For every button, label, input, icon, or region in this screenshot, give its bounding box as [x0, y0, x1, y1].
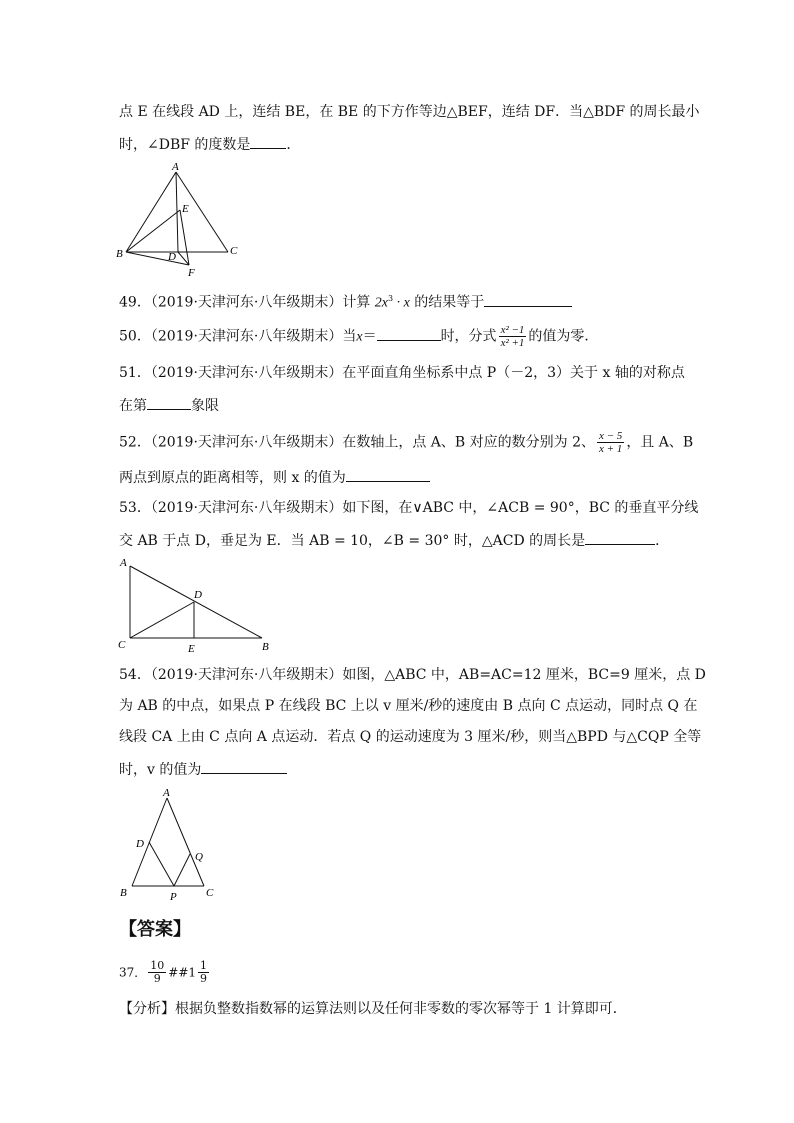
- answer-heading: 【答案】: [119, 919, 191, 940]
- p48-line1: 点 E 在线段 AD 上，连结 BE，在 BE 的下方作等边△BEF，连结 DF．当△BDF 的周长最小: [119, 104, 700, 120]
- p52-line1: [119, 430, 693, 455]
- label-a: A: [172, 161, 179, 173]
- answer-37-num2: 1: [200, 959, 208, 972]
- answer-37-den: 9: [153, 972, 161, 985]
- answer-blank: [250, 134, 286, 149]
- answer-blank: [484, 292, 572, 307]
- p50-den: x² +1: [500, 337, 525, 349]
- p53-line1: 53．（2019·天津河东·八年级期末）如下图，在∨ABC 中，∠ACB = 90°，BC 的垂直平分线: [119, 500, 699, 516]
- p48-end: ．: [286, 137, 301, 153]
- label-b: B: [116, 248, 123, 260]
- label-a: A: [163, 787, 170, 799]
- p50: [119, 324, 598, 349]
- p52-prefix: 52．（2019·天津河东·八年级期末）在数轴上，点 A、B 对应的数分别为 2、: [119, 434, 595, 451]
- p50-fraction: [499, 324, 527, 349]
- figure-53: [112, 556, 282, 656]
- p49-expr-b: · x: [393, 295, 410, 311]
- p51-end: 象限: [191, 398, 219, 414]
- p49-expr: 2x: [374, 295, 389, 311]
- p51-line2: [119, 395, 219, 415]
- p52-text: 两点到原点的距离相等，则 x 的值为: [119, 470, 346, 486]
- answer-37-prefix: 37．: [119, 965, 147, 980]
- p50-prefix: 50．（2019·天津河东·八年级期末）当: [119, 328, 357, 345]
- p48-text: 时，∠DBF 的度数是: [119, 137, 251, 153]
- label-b: B: [120, 887, 127, 899]
- answer-37-den2: 9: [200, 972, 208, 985]
- p53-text: 交 AB 于点 D，垂足为 E．当 AB = 10，∠B = 30° 时，△ACD 的周长是: [119, 533, 586, 549]
- p52-num: x − 5: [599, 430, 623, 442]
- p52-line2: [119, 467, 430, 487]
- p50-after: 时，分式: [440, 328, 497, 345]
- p49: [119, 290, 572, 313]
- answer-37: [119, 960, 211, 985]
- p48-line2: [119, 134, 300, 154]
- answer-blank: [201, 759, 287, 774]
- answer-37-num: 10: [150, 959, 165, 972]
- p50-var: x: [356, 329, 363, 345]
- p54-line1: 54．（2019·天津河东·八年级期末）如图，△ABC 中，AB=AC=12 厘米，BC=9 厘米，点 D: [119, 667, 706, 683]
- answer-blank: [377, 326, 441, 341]
- p53-line2: [119, 530, 669, 550]
- answer-37-fraction2: [198, 960, 209, 985]
- p53-end: ．: [655, 533, 670, 549]
- label-q: Q: [195, 851, 203, 863]
- answer-blank: [346, 467, 430, 482]
- p54-line3: 线段 CA 上由 C 点向 A 点运动．若点 Q 的运动速度为 3 厘米/秒，则当△BPD 与△CQP 全等: [119, 729, 702, 745]
- label-b: B: [262, 641, 269, 653]
- figure-48: [112, 160, 252, 280]
- label-p: P: [170, 891, 177, 903]
- answer-37-mid: ##1: [168, 965, 197, 980]
- label-d: D: [168, 251, 176, 263]
- p54-text: 时，v 的值为: [119, 762, 202, 778]
- figure-54: [112, 784, 232, 904]
- p50-num: x² −1: [500, 324, 525, 336]
- label-e: E: [188, 643, 195, 655]
- answer-blank: [147, 395, 191, 410]
- label-d: D: [136, 838, 144, 850]
- p54-line2: 为 AB 的中点，如果点 P 在线段 BC 上以 v 厘米/秒的速度由 B 点向 C 点运动，同时点 Q 在: [119, 698, 698, 714]
- p54-line4: [119, 759, 287, 779]
- label-c: C: [206, 887, 214, 899]
- label-c: C: [230, 245, 238, 257]
- p51-line1: 51．（2019·天津河东·八年级期末）在平面直角坐标系中点 P（－2，3）关于 x 轴的对称点: [119, 365, 685, 381]
- p52-den: x + 1: [599, 443, 623, 455]
- p52-fraction: [597, 430, 624, 455]
- p52-suffix: ，且 A、B: [626, 434, 694, 451]
- label-a: A: [120, 557, 127, 569]
- answer-blank: [585, 530, 655, 545]
- label-f: F: [188, 267, 195, 279]
- label-c: C: [118, 639, 126, 651]
- p49-prefix: 49．（2019·天津河东·八年级期末）计算: [119, 294, 371, 311]
- p49-suffix: 的结果等于: [414, 294, 485, 311]
- label-e: E: [182, 203, 189, 215]
- p50-mid: ＝: [362, 328, 377, 345]
- p49-exp: 3: [388, 294, 394, 303]
- p51-text: 在第: [119, 398, 147, 414]
- analysis: 【分析】根据负整数指数幂的运算法则以及任何非零数的零次幂等于 1 计算即可．: [119, 1001, 627, 1017]
- answer-37-fraction: [148, 960, 166, 985]
- p50-suffix: 的值为零．: [528, 328, 599, 345]
- label-d: D: [194, 589, 202, 601]
